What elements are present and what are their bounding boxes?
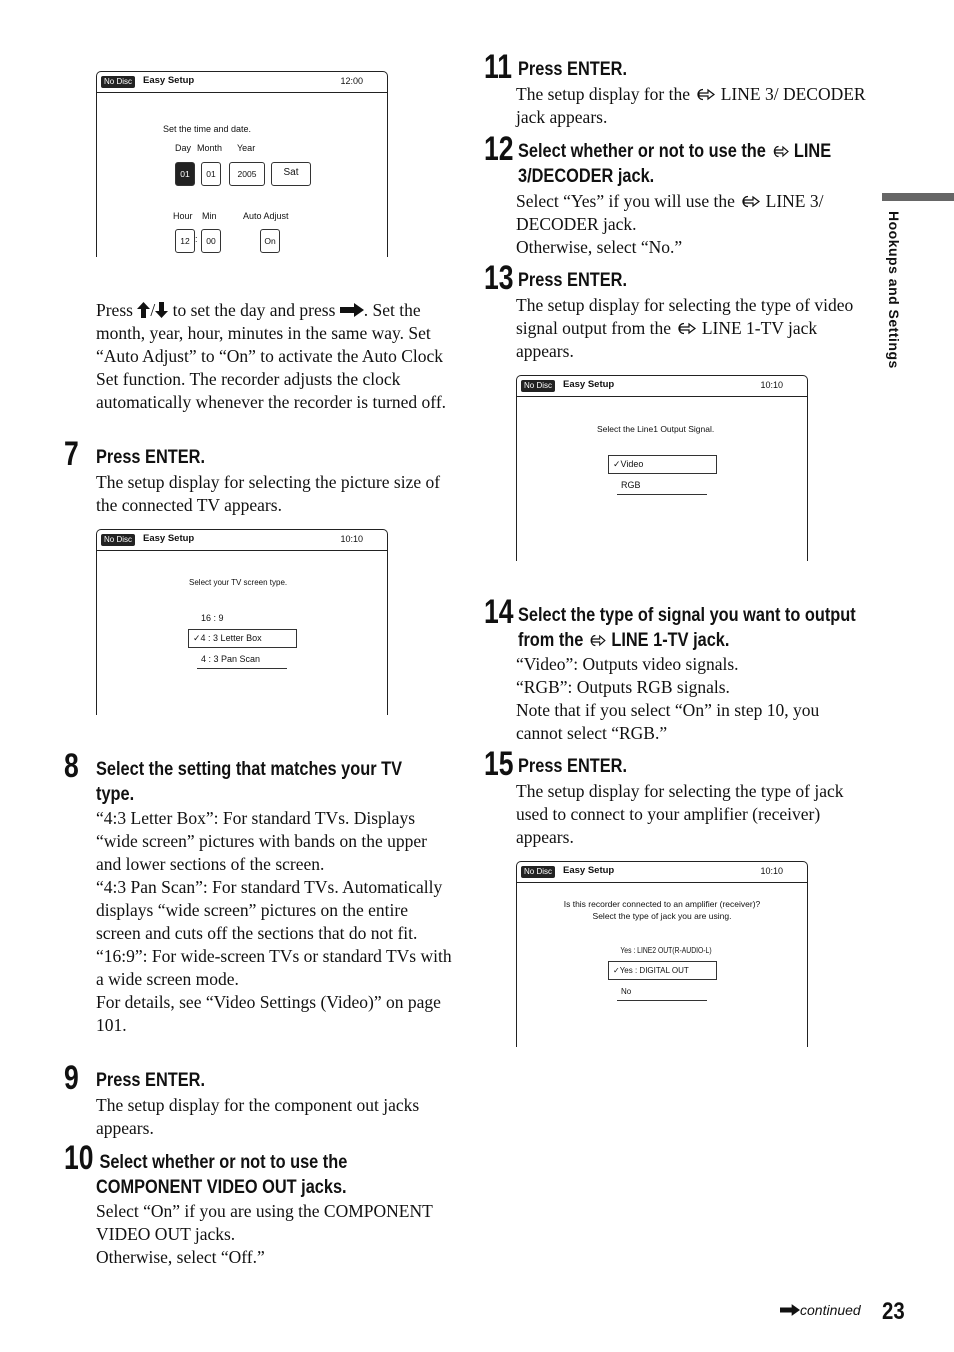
step-10-line-2: Otherwise, select “Off.”: [96, 1247, 265, 1267]
screen-prompt-line-2: Select the type of jack you are using.: [592, 911, 732, 921]
option-letter-box[interactable]: [188, 629, 297, 648]
option-16-9[interactable]: 16 : 9: [201, 613, 224, 623]
screen-line1-output: [516, 375, 808, 561]
input-jack-icon: [694, 88, 716, 101]
step-number-14: 14: [484, 593, 514, 631]
option-label: Video: [620, 459, 644, 469]
panscan-description: “4:3 Pan Scan”: For standard TVs. Automatically displays “wide screen” pictures on the entire screen and cuts off the sections that do not fit.: [96, 877, 443, 943]
right-arrow-icon: [340, 303, 364, 317]
screen-clock: 10:10: [760, 380, 783, 390]
step-number-10: 10: [64, 1139, 94, 1177]
option-label: Yes : DIGITAL OUT: [619, 966, 689, 975]
check-icon: ✓: [613, 966, 620, 975]
screen-title-bar: [517, 862, 807, 883]
rgb-description: “RGB”: Outputs RGB signals.: [516, 677, 730, 697]
screen-title-bar: [97, 530, 387, 551]
screen-title: Easy Setup: [563, 865, 615, 876]
screen-prompt: Select the Line1 Output Signal.: [597, 424, 715, 434]
step-text-10: [96, 1200, 451, 1269]
label-year: Year: [237, 143, 256, 153]
step-12-text-3: Otherwise, select “No.”: [516, 237, 683, 257]
intro-text-3: . Set the month, year, hour, minutes in the same way. Set “Auto Adjust” to “On” to activate the Auto Clock Set function. The recorder adjusts the clock automatically whenever the recorder is turned off.: [96, 300, 447, 412]
screen-prompt-line-1: Is this recorder connected to an amplifier (receiver)?: [563, 899, 761, 909]
step-11-text-2: LINE 3/ DECODER jack appears.: [516, 84, 866, 127]
step-text-8: [96, 807, 456, 1037]
label-auto-adjust: Auto Adjust: [243, 211, 289, 221]
screen-clock: 10:10: [760, 866, 783, 876]
year-field[interactable]: 2005: [229, 162, 265, 186]
step-number-9: 9: [64, 1059, 79, 1097]
right-arrow-icon: [780, 1304, 800, 1316]
label-day: Day: [175, 143, 192, 153]
step-12-heading-2: LINE 3/DECODER jack.: [518, 141, 832, 187]
rgb-note: Note that if you select “On” in step 10, you cannot select “RGB.”: [516, 700, 820, 743]
label-min: Min: [202, 211, 217, 221]
option-line2-out[interactable]: Yes : LINE2 OUT(R-AUDIO-L): [620, 946, 712, 955]
no-disc-badge: No Disc: [101, 534, 135, 546]
video-description: “Video”: Outputs video signals.: [516, 654, 739, 674]
continued-text: continued: [800, 1302, 861, 1318]
up-arrow-icon: [137, 302, 150, 318]
step-12-text-2: LINE 3/ DECODER jack.: [516, 191, 824, 234]
month-field[interactable]: 01: [201, 162, 221, 186]
step-number-8: 8: [64, 747, 79, 785]
step-heading-9: Press ENTER.: [96, 1070, 205, 1091]
auto-adjust-field[interactable]: On: [260, 229, 280, 253]
screen-title-bar: [97, 72, 387, 93]
continued-indicator: [780, 1302, 861, 1318]
option-pan-scan[interactable]: 4 : 3 Pan Scan: [197, 651, 287, 669]
input-jack-icon: [675, 322, 697, 335]
section-side-label: Hookups and Settings: [886, 211, 902, 369]
details-reference: For details, see “Video Settings (Video)” on page 101.: [96, 992, 441, 1035]
down-arrow-icon: [155, 302, 168, 318]
step-text-9: The setup display for the component out jacks appears.: [96, 1095, 420, 1138]
screen-title-bar: [517, 376, 807, 397]
screen-prompt: [517, 898, 807, 922]
option-video[interactable]: [608, 455, 717, 474]
no-disc-badge: No Disc: [521, 866, 555, 878]
min-field[interactable]: 00: [201, 229, 221, 253]
step-text-14: [516, 653, 868, 745]
time-colon: :: [195, 234, 198, 244]
step-number-11: 11: [484, 48, 513, 86]
no-disc-badge: No Disc: [521, 380, 555, 392]
screen-tv-type: [96, 529, 388, 715]
check-icon: ✓: [613, 459, 621, 469]
screen-title: Easy Setup: [563, 379, 615, 390]
step-heading-10: [96, 1150, 406, 1200]
step-11-text-1: The setup display for the: [516, 84, 695, 104]
day-field[interactable]: 01: [175, 162, 195, 186]
hour-field[interactable]: 12: [175, 229, 195, 253]
step-heading-12: [518, 139, 862, 189]
intro-text-1: Press: [96, 300, 138, 320]
step-heading-15: Press ENTER.: [518, 756, 627, 777]
input-jack-icon: [739, 195, 761, 208]
screen-time-date: [96, 71, 388, 257]
step-text-12: [516, 190, 868, 259]
step-14-heading-2: LINE 1-TV jack.: [606, 630, 730, 651]
screen-amplifier-jack: [516, 861, 808, 1047]
step-number-15: 15: [484, 745, 514, 783]
step-text-7: The setup display for selecting the picture size of the connected TV appears.: [96, 472, 441, 515]
option-no[interactable]: No: [617, 983, 707, 1001]
screen-title: Easy Setup: [143, 75, 195, 86]
step-text-11: [516, 83, 866, 129]
screen-title: Easy Setup: [143, 533, 195, 544]
input-jack-icon: [770, 145, 789, 158]
step-number-13: 13: [484, 259, 514, 297]
option-label: 4 : 3 Letter Box: [200, 633, 262, 643]
step-heading-11: Press ENTER.: [518, 59, 627, 80]
option-rgb[interactable]: RGB: [617, 477, 707, 495]
step-number-12: 12: [484, 130, 514, 168]
intro-text-2: to set the day and press: [168, 300, 340, 320]
check-icon: ✓: [193, 633, 201, 643]
step-heading-14: [518, 603, 871, 653]
step-heading-7: Press ENTER.: [96, 447, 205, 468]
step-13-text-1: The setup display for selecting the type of video signal output from the: [516, 295, 854, 338]
wide-description: “16:9”: For wide-screen TVs or standard TVs with a wide screen mode.: [96, 946, 452, 989]
step-13-text-2: LINE 1-TV jack appears.: [516, 318, 818, 361]
intro-slash: /: [150, 300, 156, 320]
label-month: Month: [197, 143, 223, 153]
step-heading-10-text: Select whether or not to use the COMPONENT VIDEO OUT jacks.: [96, 1152, 348, 1198]
intro-paragraph: [96, 299, 451, 414]
step-14-heading-1: Select the type of signal you want to output from the: [518, 605, 856, 651]
step-12-heading-1: Select whether or not to use the: [518, 141, 771, 162]
input-jack-icon: [588, 634, 607, 647]
step-heading-8: Select the setting that matches your TV type.: [96, 759, 402, 805]
letterbox-description: “4:3 Letter Box”: For standard TVs. Displays “wide screen” pictures with bands on the upper and lower sections of the screen.: [96, 808, 427, 874]
screen-prompt: Select your TV screen type.: [189, 578, 288, 587]
step-10-line-1: Select “On” if you are using the COMPONENT VIDEO OUT jacks.: [96, 1201, 433, 1244]
screen-clock: 12:00: [340, 76, 363, 86]
step-12-text-1: Select “Yes” if you will use the: [516, 191, 740, 211]
step-number-7: 7: [64, 435, 79, 473]
no-disc-badge: No Disc: [101, 76, 135, 88]
screen-prompt: Set the time and date.: [163, 124, 252, 134]
step-text-13: [516, 294, 870, 363]
weekday-field: Sat: [271, 162, 311, 186]
label-hour: Hour: [173, 211, 193, 221]
page-number: 23: [882, 1298, 905, 1325]
section-tab-marker: [882, 193, 954, 201]
option-digital-out[interactable]: [608, 961, 717, 980]
step-heading-13: Press ENTER.: [518, 270, 627, 291]
screen-clock: 10:10: [340, 534, 363, 544]
step-text-15: The setup display for selecting the type of jack used to connect to your amplifier (receiver) appears.: [516, 781, 844, 847]
